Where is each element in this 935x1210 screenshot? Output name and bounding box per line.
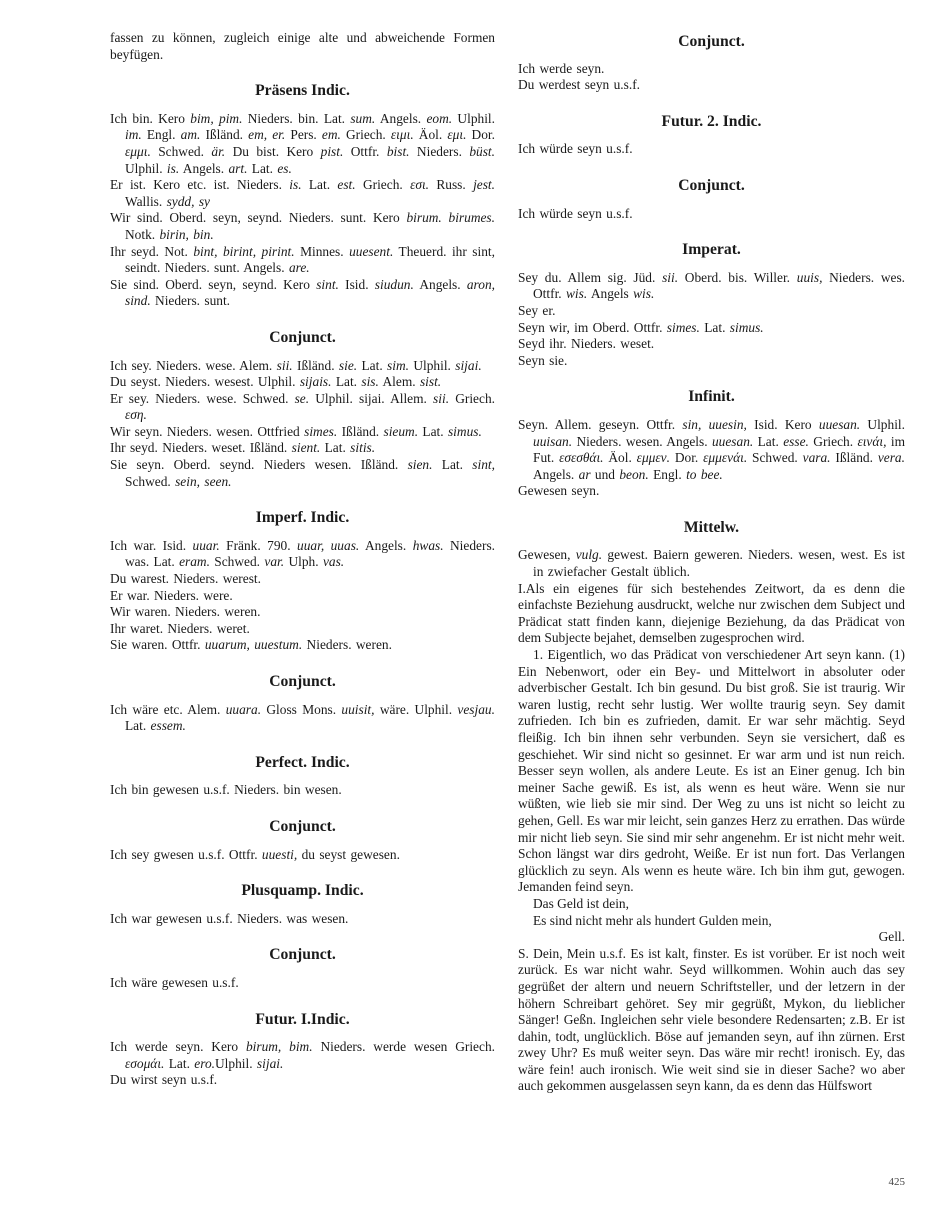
text-entry: Sey er. <box>518 302 556 318</box>
text-entry: Ich bin gewesen u.s.f. Nieders. bin wesen. <box>110 782 342 798</box>
section-heading: Plusquamp. Indic. <box>241 882 364 900</box>
text-entry: Du werdest seyn u.s.f. <box>518 77 641 93</box>
text-entry: Seyn wir, im Oberd. Ottfr. simes. Lat. simus. <box>518 319 764 335</box>
text-entry: Ich wäre gewesen u.s.f. <box>110 974 239 990</box>
section-heading: Conjunct. <box>269 817 336 835</box>
text-entry: Gell. <box>878 929 905 945</box>
section-heading: Conjunct. <box>269 328 336 346</box>
text-entry: Ich wäre etc. Alem. uuara. Gloss Mons. uuisit, wäre. Ulphil. vesjau. Lat. essem. <box>110 701 495 734</box>
section-heading: Präsens Indic. <box>255 82 350 100</box>
left-column <box>110 30 495 1089</box>
text-entry: S. Dein, Mein u.s.f. Es ist kalt, finster. Es ist vorüber. Er ist noch weit zurück. Es war nicht wahr. Seyd willkommen. Wohin auch das sey gegrüßet der altern und neuern Schriftsteller, und der letzern in der höhern Schreibart gehöret. Sey mir gegrüßt, Mykon, du lieblicher Sänger! Geßn. Ingleichen sehr viele besondere Redensarten; z.B. Er ist dahin, todt, unglücklich. Böse auf jemanden seyn, auf ihn zürnen. Erst zwey Uhr? Es muß weiter seyn. Das wäre mir recht! ironisch. Ey, das wäre fein! auch ironisch. Wie weit sind sie in dieser Sache? wo aber auch gekommen ausgelassen seyn kann, da es denn das Hülfswort <box>518 945 905 1094</box>
text-entry: Er war. Nieders. were. <box>110 587 233 603</box>
text-entry: Sie sind. Oberd. seyn, seynd. Kero sint. Isid. siudun. Angels. aron, sind. Nieders. sunt. <box>110 276 495 309</box>
section-heading: Mittelw. <box>683 518 740 536</box>
section-heading: Conjunct. <box>269 673 336 690</box>
text-entry: Ich bin. Kero bim, pim. Nieders. bin. Lat. sum. Angels. eom. Ulphil. im. Engl. am. Ißländ. em, er. Pers. em. Griech. ειμι. Äol. εμι. Dor. εμμι. Schwed. är. Du bist. Kero pist. Ottfr. bist. Nieders. büst. Ulphil. is. Angels. art. Lat. es. <box>110 110 496 176</box>
text-entry: Er ist. Kero etc. ist. Nieders. is. Lat. est. Griech. εσι. Russ. jest. Wallis. sydd, sy <box>110 177 496 209</box>
text-entry: Ich würde seyn u.s.f. <box>518 205 633 221</box>
text-entry: Er sey. Nieders. wese. Schwed. se. Ulphil. sijai. Allem. sii. Griech. εση. <box>110 390 495 423</box>
text-entry: Ich war. Isid. uuar. Fränk. 790. uuar, uuas. Angels. hwas. Nieders. was. Lat. eram. Schwed. var. Ulph. vas. <box>110 537 496 570</box>
section-heading: Conjunct. <box>678 33 745 50</box>
text-entry: Seyn sie. <box>518 352 568 368</box>
section-heading: Imperat. <box>682 241 741 259</box>
text-entry: Ich werde seyn. Kero birum, bim. Nieders. werde wesen Griech. εσομάι. Lat. ero.Ulphil. sijai. <box>110 1039 495 1071</box>
text-entry: Es sind nicht mehr als hundert Gulden mein, <box>533 912 772 928</box>
section-heading: Conjunct. <box>269 946 336 964</box>
page-number: 425 <box>888 1176 905 1188</box>
text-entry: Sie waren. Ottfr. uuarum, uuestum. Nieders. weren. <box>110 637 392 653</box>
right-column <box>518 30 905 1095</box>
text-entry: Wir sind. Oberd. seyn, seynd. Nieders. sunt. Kero birum. birumes. Notk. birin, bin. <box>110 210 495 242</box>
section-heading: Infinit. <box>688 388 735 406</box>
text-entry: 1. Eigentlich, wo das Prädicat von verschiedener Art seyn kann. (1) Ein Nebenwort, oder ein Bey- und Mittelwort in absoluter oder adverbischer Gestalt. Ich bin gesund. Du bist groß. Sie ist traurig. Wir waren lustig, recht sehr lustig. Wer wollte traurig seyn. Sey damit zufrieden. Ich bin es zufrieden, damit. Er war sehr mächtig. Seyd fleißig. Ich bin ihnen sehr verbunden. Seyn sie versichert, daß es geschiehet. Wir sind nicht so gesinnet. Er war arm und ist nun reich. Besser seyn wollen, als andere Leute. Es ist an Einer genug. Ich bin meiner Sache gewiß. Es ist, als wenn es heut wäre. Wenn sie nur wüßten, wie lieb sie mir sind. Der Weg zu uns ist nicht so leicht zu gehen, Gell. Es war mir leicht, sein ganzes Herz zu errathen. Das würde mir nicht lieb seyn. Sie sind mir sehr angenehm. Er ist nicht mehr weit. Schon längst war dirs gedroht, Weiße. Er ist nun fort. Das Verlangen glücklich zu seyn. Als wenn es heute wäre. Ich bin ihm gut, gewogen. Jemanden feind seyn. <box>518 647 905 895</box>
text-entry: Seyd ihr. Nieders. weset. <box>518 336 655 352</box>
text-entry: Ich würde seyn u.s.f. <box>518 141 633 157</box>
section-heading: Futur. I.Indic. <box>255 1010 350 1028</box>
text-entry: Sey du. Allem sig. Jüd. sii. Oberd. bis. Willer. uuis, Nieders. wes. Ottfr. wis. Angels wis. <box>518 269 906 302</box>
text-entry: Ihr waret. Nieders. weret. <box>110 620 250 636</box>
text-entry: Ich war gewesen u.s.f. Nieders. was wesen. <box>110 910 349 926</box>
text-entry: Seyn. Allem. geseyn. Ottfr. sin, uuesin, Isid. Kero uuesan. Ulphil. uuisan. Nieders. wesen. Angels. uuesan. Lat. esse. Griech. εινάι, im Fut. εσεσθάι. Äol. εμμεν. Dor. εμμενάι. Schwed. vara. Ißländ. vera. Angels. ar und beon. Engl. to bee. <box>518 416 906 482</box>
text-entry: Sie seyn. Oberd. seynd. Nieders wesen. Ißländ. sien. Lat. sint, Schwed. sein, seen. <box>110 457 495 489</box>
text-entry: Gewesen, vulg. gewest. Baiern geweren. Nieders. wesen, west. Es ist in zwiefacher Gestalt üblich. <box>518 547 905 580</box>
text-entry: Du wirst seyn u.s.f. <box>110 1072 218 1088</box>
text-entry: Du warest. Nieders. werest. <box>110 571 261 587</box>
text-entry: Wir seyn. Nieders. wesen. Ottfried simes. Ißländ. sieum. Lat. simus. <box>110 423 482 439</box>
text-entry: fassen zu können, zugleich einige alte und abweichende Formen beyfügen. <box>110 30 495 62</box>
text-entry: Wir waren. Nieders. weren. <box>110 604 261 620</box>
text-entry: I.Als ein eigenes für sich bestehendes Zeitwort, da es denn die einfachste Beziehung ausdruckt, welche nur zwischen dem Subject und Prädicat statt finden kann, diejenige Beziehung, da das Prädicat von dem Subjecte bejahet, demselben zugesprochen wird. <box>518 580 905 646</box>
text-entry: Ich werde seyn. <box>518 60 605 76</box>
text-entry: Ich sey gwesen u.s.f. Ottfr. uuesti, du seyst gewesen. <box>110 846 400 862</box>
section-heading: Imperf. Indic. <box>255 509 350 527</box>
text-entry: Ihr seyd. Nieders. weset. Ißländ. sient. Lat. sitis. <box>110 440 376 456</box>
section-heading: Futur. 2. Indic. <box>661 112 762 130</box>
section-heading: Conjunct. <box>678 176 745 194</box>
text-entry: Gewesen seyn. <box>518 483 600 499</box>
text-entry: Du seyst. Nieders. wesest. Ulphil. sijais. Lat. sis. Alem. sist. <box>110 374 442 390</box>
section-heading: Perfect. Indic. <box>255 753 350 771</box>
text-entry: Ihr seyd. Not. bint, birint, pirint. Minnes. uuesent. Theuerd. ihr sint, seindt. Nieders. sunt. Angels. are. <box>110 243 495 276</box>
text-entry: Das Geld ist dein, <box>533 895 629 911</box>
text-entry: Ich sey. Nieders. wese. Alem. sii. Ißländ. sie. Lat. sim. Ulphil. sijai. <box>110 357 482 373</box>
